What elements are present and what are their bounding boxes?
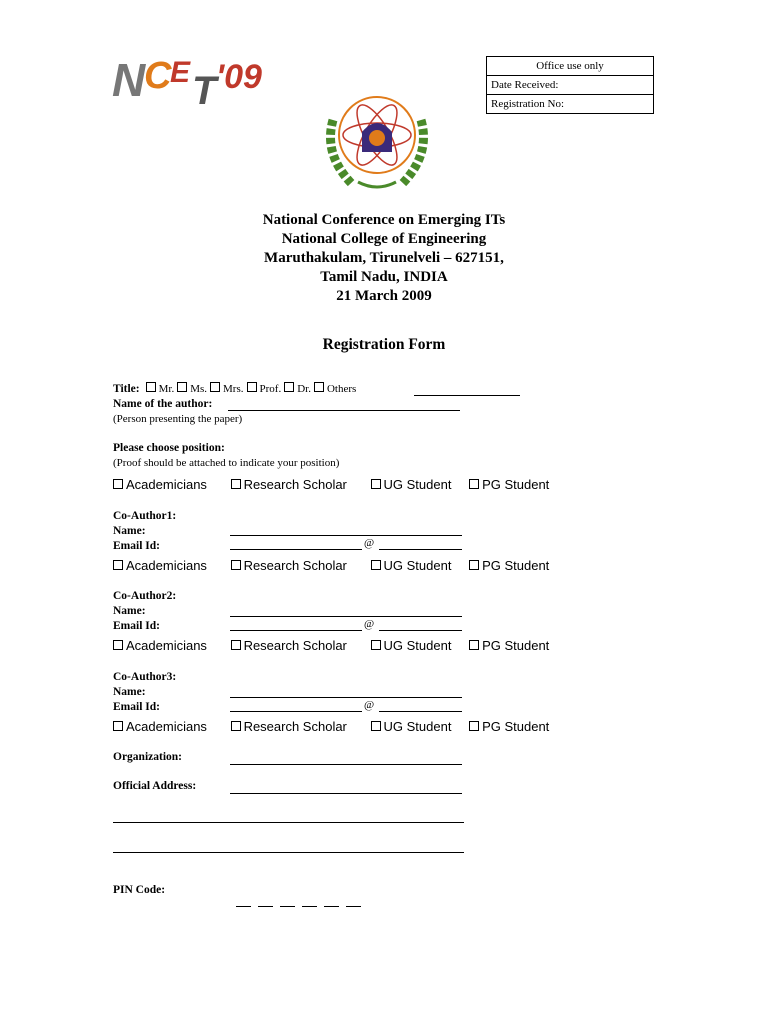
research-scholar-label: Research Scholar [243,558,347,573]
coauthor2-ug-student-checkbox[interactable] [371,640,381,650]
author-note: (Person presenting the paper) [113,413,243,425]
research-scholar-label: Research Scholar [243,719,347,734]
ug-student-label: UG Student [383,719,452,734]
ug-student-label: UG Student [383,477,452,492]
checkbox-prof[interactable] [247,382,257,392]
pin-digit-4[interactable] [302,888,317,907]
option-ms-label: Ms. [190,383,208,395]
pin-digit-6[interactable] [346,888,361,907]
pin-digit-5[interactable] [324,888,339,907]
author-research-scholar-checkbox[interactable] [231,479,241,489]
conference-logo [112,48,292,110]
conference-name: National Conference on Emerging ITs [262,212,506,228]
coauthor1-label: Co-Author1: [113,510,177,522]
coauthor2-pg-student-checkbox[interactable] [469,640,479,650]
author-position-row [113,477,569,492]
coauthor1-email-user-input[interactable] [230,549,362,550]
logo-year: '09 [216,58,262,96]
author-ug-student-checkbox[interactable] [371,479,381,489]
option-mr-label: Mr. [158,383,175,395]
pg-student-label: PG Student [482,719,550,734]
checkbox-dr[interactable] [284,382,294,392]
title-row [113,381,356,396]
date-received-field[interactable]: Date Received: [487,76,654,95]
coauthor2-email-label: Email Id: [113,620,160,632]
title-label: Title: [113,383,140,395]
option-others-label: Others [326,383,357,395]
others-input-line[interactable] [414,395,520,396]
pg-student-label: PG Student [482,638,550,653]
academicians-label: Academicians [126,638,207,653]
pg-student-label: PG Student [482,477,550,492]
academicians-label: Academicians [126,558,207,573]
coauthor1-academicians-checkbox[interactable] [113,560,123,570]
academicians-label: Academicians [126,477,207,492]
pin-code-label: PIN Code: [113,884,166,896]
coauthor3-block [113,670,176,715]
logo-letter-t: T [192,69,217,110]
pin-digit-2[interactable] [258,888,273,907]
checkbox-others[interactable] [314,382,324,392]
organization-label: Organization: [113,751,182,763]
registration-no-field[interactable]: Registration No: [487,95,654,114]
logo-letter-n: N [112,54,146,106]
address-input-line-1[interactable] [230,793,462,794]
option-dr-label: Dr. [297,383,311,395]
college-name: National College of Engineering [281,231,487,247]
option-prof-label: Prof. [259,383,282,395]
checkbox-mrs[interactable] [210,382,220,392]
address-line-2: Tamil Nadu, INDIA [320,269,448,285]
coauthor3-at-sign: @ [364,699,375,711]
coauthor3-pg-student-checkbox[interactable] [469,721,479,731]
coauthor3-name-label: Name: [113,686,146,698]
coauthor1-at-sign: @ [364,537,375,549]
position-label: Please choose position: [113,442,225,454]
coauthor1-block [113,509,176,554]
coauthor2-position-row [113,638,569,653]
checkbox-mr[interactable] [146,382,156,392]
author-name-label: Name of the author: [113,398,213,410]
form-title: Registration Form [322,336,446,353]
pin-code-input[interactable] [236,888,368,907]
author-academicians-checkbox[interactable] [113,479,123,489]
organization-input[interactable] [230,764,462,765]
coauthor2-academicians-checkbox[interactable] [113,640,123,650]
office-use-table [486,56,654,114]
ug-student-label: UG Student [383,558,452,573]
conference-date: 21 March 2009 [336,288,432,304]
pg-student-label: PG Student [482,558,550,573]
coauthor1-name-label: Name: [113,525,146,537]
coauthor2-label: Co-Author2: [113,590,177,602]
coauthor1-position-row [113,558,569,573]
academicians-label: Academicians [126,719,207,734]
coauthor2-name-input[interactable] [230,616,462,617]
coauthor2-research-scholar-checkbox[interactable] [231,640,241,650]
office-use-heading: Office use only [487,57,654,76]
coauthor1-pg-student-checkbox[interactable] [469,560,479,570]
coauthor3-label: Co-Author3: [113,671,177,683]
coauthor1-email-domain-input[interactable] [379,549,462,550]
research-scholar-label: Research Scholar [243,638,347,653]
pin-digit-1[interactable] [236,888,251,907]
coauthor3-academicians-checkbox[interactable] [113,721,123,731]
logo-letter-e: E [170,56,191,89]
author-name-input[interactable] [228,410,460,411]
address-input-line-2[interactable] [113,822,464,823]
coauthor2-block [113,589,176,634]
coauthor2-email-user-input[interactable] [230,630,362,631]
research-scholar-label: Research Scholar [243,477,347,492]
conference-header [0,211,768,306]
coauthor1-research-scholar-checkbox[interactable] [231,560,241,570]
coauthor2-name-label: Name: [113,605,146,617]
pin-digit-3[interactable] [280,888,295,907]
coauthor3-ug-student-checkbox[interactable] [371,721,381,731]
logo-letter-c: C [144,55,172,97]
official-address-label: Official Address: [113,780,197,792]
college-emblem [318,80,436,200]
author-pg-student-checkbox[interactable] [469,479,479,489]
coauthor1-email-label: Email Id: [113,540,160,552]
coauthor1-ug-student-checkbox[interactable] [371,560,381,570]
coauthor3-email-user-input[interactable] [230,711,362,712]
ug-student-label: UG Student [383,638,452,653]
coauthor2-email-domain-input[interactable] [379,630,462,631]
coauthor2-at-sign: @ [364,618,375,630]
address-input-line-3[interactable] [113,852,464,853]
coauthor3-position-row [113,719,569,734]
coauthor1-name-input[interactable] [230,535,462,536]
coauthor3-email-label: Email Id: [113,701,160,713]
option-mrs-label: Mrs. [223,383,244,395]
address-line-1: Maruthakulam, Tirunelveli – 627151, [264,250,504,266]
coauthor3-email-domain-input[interactable] [379,711,462,712]
position-note: (Proof should be attached to indicate your position) [113,457,340,469]
coauthor3-research-scholar-checkbox[interactable] [231,721,241,731]
coauthor3-name-input[interactable] [230,697,462,698]
checkbox-ms[interactable] [177,382,187,392]
